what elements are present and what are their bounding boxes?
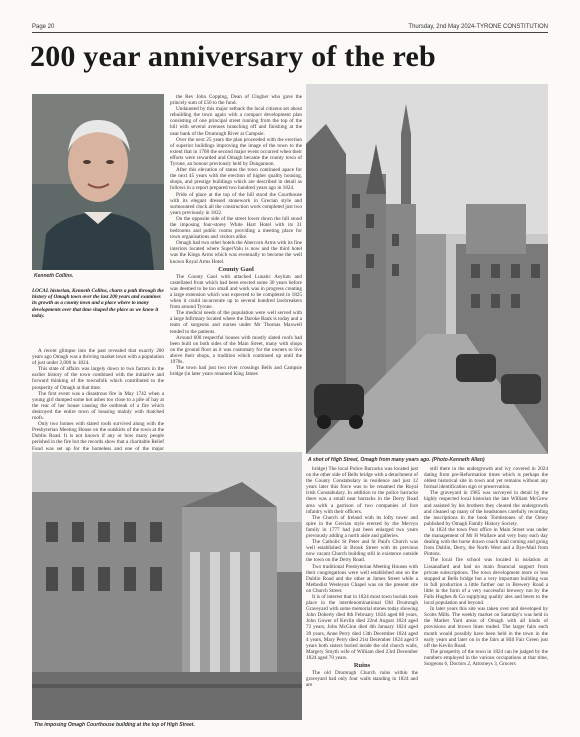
paragraph: After this elevation of status the town continued apace for the next 45 years with the erection of higher quality housing, shops, and prestige buildings which are described in detail as follows in a report prepared two hundred years ago in 1824. — [170, 167, 302, 192]
subheading-county-gaol: County Gaol — [218, 265, 254, 273]
portrait-caption: Kenneth Collins. — [34, 273, 74, 279]
paragraph: Pride of place at the top of the hill stood the Courthouse with its elegant dressed stonework in Grecian style and surmounted clock all the construction work completed just two years previously in 1822. — [170, 191, 302, 216]
paragraph: In later years this site was taken over and developed by Scotts Mills. The weekly market on Saturday's was held in the Market Yard areas of Omagh with all kinds of provisions and brown linen traded. The larger fairs each month would possibly have been held in the town in the early years and later on in the fairs at Hill Fair Green just off the Kevlin Road. — [424, 606, 548, 649]
paragraph: Undaunted by this major setback the local citizens set about rebuilding the town again with a compact development plan consisting of one principal street running from the top of the hill with several avenues branching off and finishing at the near bank of the Drumragh River at Campsie. — [170, 106, 302, 137]
high-street-photo — [306, 84, 548, 454]
courthouse-photo — [32, 452, 302, 720]
paragraph: Two traditional Presbyterian Meeting Houses with their congregations were well established one on the Dublin Road and the other at James Street while a Methodist Wesleyan Chapel was on the present site on Church Street. — [306, 563, 418, 594]
paragraph: The prosperity of the town in 1824 can be judged by the numbers employed in the various occupations at that time, Surgeons 6, Doctors 2, Attorneys 3, Grocers — [424, 648, 548, 667]
intro-standfirst: LOCAL historian, Kenneth Collins, charts a path through the history of Omagh town over the last 200 years and examines its growth as a county town and a place where to many developments over that time shaped the place as we know it today. — [32, 288, 164, 319]
courthouse-caption: The imposing Omagh Courthouse building at the top of High Street. — [34, 722, 195, 728]
paragraph: The medical needs of the population were well served with a large Infirmary located where the Daroke Bank is today and a team of surgeons and nurses under Mr Thomas Maxwell tended to the patients. — [170, 310, 302, 335]
paragraph: still there in the undergrowth and ivy covered in 2024 dating from pre-Reformation times which is perhaps the oldest historical site in town and yet remains without any formal identification sign or preservation. — [424, 466, 548, 491]
paragraph: The graveyard in 1985 was surveyed in detail by the highly respected local historian the late William McGrew and assisted by his brothers they cleared the undergrowth and cleaned up many of the headstones carefully recording the inscriptions in the book Tombstones of the Omey published by Omagh Family History Society. — [424, 490, 548, 527]
headline: 200 year anniversary of the reb — [30, 40, 436, 73]
subheading-ruins: Ruins — [353, 662, 371, 669]
paragraph: Only two homes with slated roofs survived along with the Presbyterian Meeting House on the outskirts of the town at the Dublin Road. It is not known if any or how many people perished in the fire but the records show that a charitable Relief Fund was set up for the homeless and one of the major — [32, 421, 164, 452]
paragraph: Around 600 respectful houses with mostly slated roofs had been built on both sides of the Main Street, many with shops on the ground floor as it was customary for the owners to live above their shops, a tradition which continued up until the 1970s. — [170, 334, 302, 366]
header-rule — [32, 32, 548, 33]
article-column-1 — [32, 348, 164, 452]
article-column-3 — [306, 466, 418, 728]
paragraph: A recent glimpse into the past revealed that exactly 200 years ago Omagh was a thriving market town with a population of just under 2,000 in 1824. — [32, 348, 164, 367]
paragraph: the Rev John Copping, Dean of Clogher who gave the princely sum of £50 to the fund. — [170, 94, 302, 107]
paragraph: The old Drumragh Church ruins within the graveyard had only four walls standing in 1824 and are — [306, 670, 418, 689]
paragraph: The Catholic St Peter and St Paul's Church was well established in Brook Street with its previous now vacant Church building still in existence outside the town on the Derry Road. — [306, 539, 418, 564]
portrait-photo — [32, 94, 164, 270]
paragraph: The town had just two river crossings Bells and Campsie bridge (in later years renamed King James — [170, 365, 302, 378]
high-street-caption: A shot of High Street, Omagh from many years ago. (Photo-Kenneth Allen) — [308, 457, 485, 463]
page-number: Page 20 — [32, 24, 55, 30]
paragraph: This state of affairs was largely down to two factors in the earlier history of the town combined with the initiative and forward thinking of the townsfolk which contributed to the prosperity of Omagh at that time. — [32, 366, 164, 391]
paragraph: The Church of Ireland with its lofty tower and spire in the Grecian style erected by the Mervyn family in 1777 had just been enlarged two years previously adding a north aisle and galleries. — [306, 514, 418, 540]
paragraph: On the opposite side of the street lower down the hill stood the imposing four-storey White Hart Hotel with its 31 bedrooms and public rooms providing a meeting place for town organisations and visitors alike. — [170, 215, 302, 241]
paragraph: The local fire school was located in isolation at Lissanallard and had no main financial support from private subscriptions. The town development more or less stopped at Bells bridge but a very important building was in full production a little further out in Brewery Road a little in the form of a very successful brewery run by the Falls Hughes & Co supplying quality ales and beers to the local population and beyond. — [424, 557, 548, 607]
paragraph: Over the next 25 years the plan proceeded with the erection of superior buildings improving the image of the town to the extent that in 1768 the second major event occurred when their efforts were rewarded and Omagh became the county town of Tyrone, an honour previously held by Dungannon. — [170, 136, 302, 168]
paragraph: In 1824 the town Post office in Main Street was under the management of Mr H Wallace and very busy each day dealing with the horse drawn coach mail coming and going from Dublin, Derry, the North West and a Bye-Mail from Pintons. — [424, 526, 548, 558]
article-column-4 — [424, 466, 548, 728]
paragraph: The County Gaol with attached Lunatic Asylum and castellated front which had been erected some 30 years before was deemed to be too small and work was in progress creating a large extension which was expected to be completed in 1825 when it could incarcerate up to several hundred lawbreakers from around Tyrone. — [170, 273, 302, 311]
paragraph: The first event was a disastrous fire in May 1742 when a young girl dumped some hot ashes too close to a pile of hay at the rear of her house causing the outbreak of a fire which destroyed the entire town of housing mainly with thatched roofs. — [32, 390, 164, 422]
article-column-2 — [170, 94, 302, 450]
paragraph: Omagh had two other hotels the Abercorn Arms with its fine interiors located where SuperValu is now and the third hotel was the Kings Arms which was eventually to become the well known Royal Arms Hotel. — [170, 240, 302, 265]
dateline: Thursday, 2nd May 2024-TYRONE CONSTITUTION — [408, 24, 548, 30]
paragraph: bridge) The local Police Barracks was located just on the other side of Bells bridge with a detachment of the County Constabulary in residence and just 12 years later this force was to be renamed the Royal Irish Constabulary. In addition to the police barracks there was a small neat barracks in the Derry Road area with a garrison of two companies of foot infantry with their officers. — [306, 466, 418, 515]
paragraph: It is of interest that in 1824 most town burials took place in the interdenominational Old Drumragh Graveyard with some memorial stones today showing John Doherty died 8th February 1824 aged 88 years, John Gower of Kevlin died 22nd August 1824 aged 72 years, John McGinn died 4th January 1824 aged 39 years, Anne Perry died 13th December 1824 aged 4 years, Mary Perry died 21st December 1824 aged 9 years both sisters buried inside the old church walls, Margery Smyth wife of William died 23rd December 1824 aged 70 years. — [306, 593, 418, 661]
